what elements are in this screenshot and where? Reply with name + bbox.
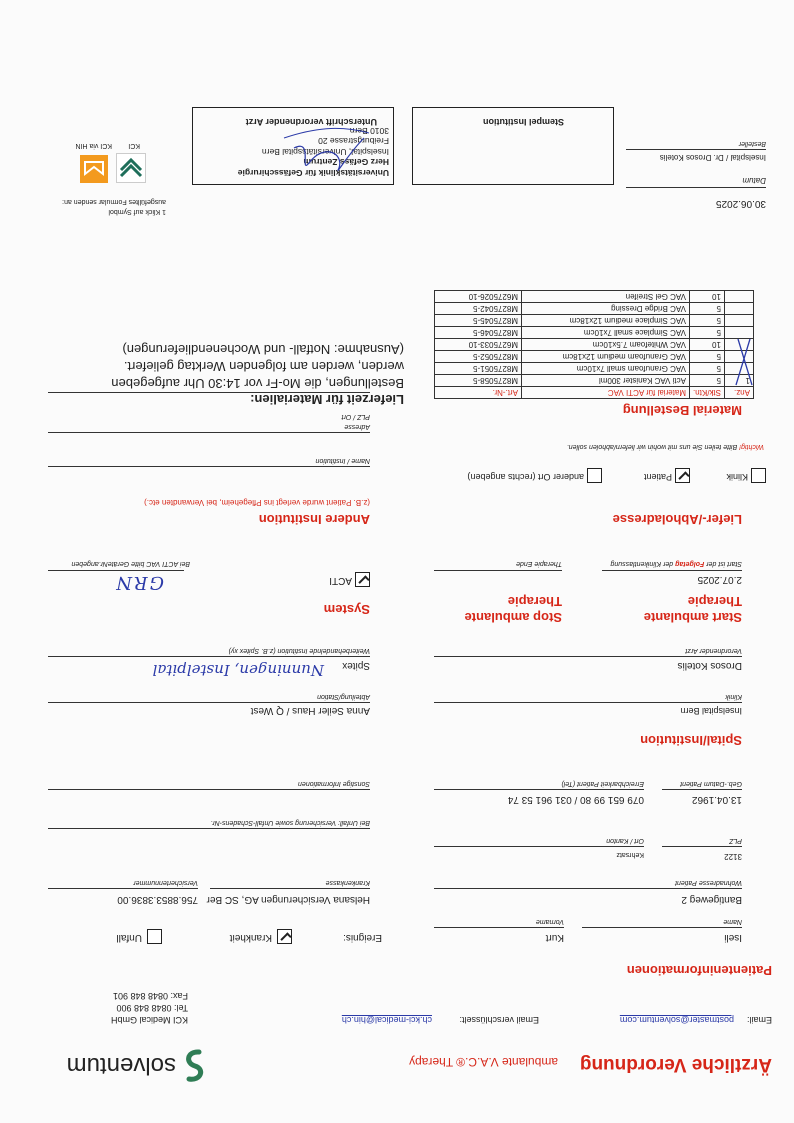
therapie-start-value[interactable]: 2.07.2025 xyxy=(697,574,742,585)
klick-line-2: ausgefülltes Formular senden an: xyxy=(62,198,166,205)
material-stk-cell: 10 xyxy=(689,339,724,351)
datum-value[interactable]: 30.06.2025 xyxy=(715,198,766,209)
email-enc-link[interactable]: ch.kci-medical@hin.ch xyxy=(341,1015,432,1025)
acti-note: Bei ACTI VAC bitte GeräteNr.angeben xyxy=(71,560,190,567)
liefer-anderer-ort-label: anderer Ort (rechts angeben) xyxy=(467,472,584,482)
patient-address-value[interactable]: Bantigeweg 2 xyxy=(681,894,742,905)
material-name-cell: Acti VAC Kanister 300ml xyxy=(522,375,690,387)
material-artnr-cell: M8275051-5 xyxy=(435,363,522,375)
material-anz-cell[interactable] xyxy=(725,291,754,303)
plz-value[interactable]: 3122 xyxy=(724,852,742,861)
lieferzeit-text-3: (Ausnahme: Notfall- und Wochenendlieferungen) xyxy=(122,342,404,357)
lieferzeit-text-2: werden, werden am folgenden Werktag geliefert. xyxy=(123,359,404,374)
acti-label: ACTI xyxy=(329,575,352,586)
klinik-label: Klinik xyxy=(725,693,742,700)
spitex-label: Spitex xyxy=(342,660,370,671)
header-artnr: Art.-Nr. xyxy=(435,387,522,399)
acti-handwritten[interactable]: GRN xyxy=(114,572,164,593)
andere-adresse-label: Adresse xyxy=(344,423,370,430)
patient-tel-label: Erreichbarkeit Patient (Tel) xyxy=(561,780,644,787)
andere-name-label: Name / Institution xyxy=(315,457,370,464)
header-material: Material für ACTI VAC xyxy=(522,387,690,399)
klinik-value[interactable]: Inselspital Bern xyxy=(680,706,742,716)
brand-name: solventum xyxy=(66,1052,176,1079)
material-name-cell: VAC Granufoam small 7x10cm xyxy=(522,363,690,375)
material-artnr-cell: M6275033-10 xyxy=(435,339,522,351)
start-therapie-title: Start ambulante Therapie xyxy=(643,594,742,625)
material-stk-cell: 5 xyxy=(689,327,724,339)
geburtsdatum-value[interactable]: 13.04.1962 xyxy=(691,794,742,805)
material-stk-cell: 5 xyxy=(689,303,724,315)
material-anz-cell[interactable] xyxy=(725,303,754,315)
andere-plzort-label: PLZ / Ort xyxy=(341,413,370,420)
liefer-patient-checkbox[interactable] xyxy=(675,468,690,483)
solventum-logo-icon xyxy=(179,1047,209,1083)
hin-icon-label: KCI via HIN xyxy=(75,142,112,149)
geburtsdatum-label: Geb.-Datum Patient xyxy=(680,780,742,787)
liefer-section-title: Liefer-/Abholadresse xyxy=(612,512,742,527)
anz-handwritten-marks xyxy=(728,324,758,389)
klick-line-1: 1 Klick auf Symbol xyxy=(108,208,166,215)
weiterbehandelnde-label: Weiterbehandelnde Institution (z.B. Spitex xy) xyxy=(228,647,370,654)
material-artnr-cell: M8275058-5 xyxy=(435,375,522,387)
solventum-logo xyxy=(179,1042,209,1083)
material-stk-cell: 5 xyxy=(689,351,724,363)
plz-label: PLZ xyxy=(729,837,742,844)
material-artnr-cell: M8275045-5 xyxy=(435,315,522,327)
versichertennummer-value[interactable]: 756.8853.3836.00 xyxy=(117,894,198,905)
arzt-label: Verordnender Arzt xyxy=(685,647,742,654)
lieferzeit-text-1: Bestellungen, die Mo-Fr vor 14:30 Uhr aufgegeben xyxy=(111,376,404,391)
therapie-ende-label: Therapie Ende xyxy=(516,560,562,567)
patient-vorname-label: Vorname xyxy=(535,918,564,925)
ort-value[interactable]: Kehrsatz xyxy=(616,851,644,858)
material-row xyxy=(435,375,754,387)
lieferzeit-title: Lieferzeit für Materialien: xyxy=(250,392,404,407)
company-fax: Fax: 0848 848 901 xyxy=(112,991,188,1001)
material-name-cell: VAC Gel Streifen xyxy=(522,291,690,303)
start-note: Start ist der Folgetag der Klinikentlassung xyxy=(610,560,742,567)
ereignis-label: Ereignis: xyxy=(343,932,382,943)
sonstige-info-label: Sonstige Informationen xyxy=(298,780,370,787)
liefer-anderer-ort-checkbox[interactable] xyxy=(587,468,602,483)
material-artnr-cell: M8275046-5 xyxy=(435,327,522,339)
unterschrift-label: Unterschrift verordnender Arzt xyxy=(245,117,377,127)
material-artnr-cell: M6275026-10 xyxy=(435,291,522,303)
besteller-value[interactable]: Inselspital / Dr. Drosos Kotelis xyxy=(659,153,766,162)
company-name: KCI Medical GmbH xyxy=(110,1015,188,1025)
material-section-title: Material Bestellung xyxy=(622,403,742,418)
material-row xyxy=(435,339,754,351)
header-stk: Stk/Ktn. xyxy=(689,387,724,399)
liefer-patient-label: Patient xyxy=(643,472,672,482)
material-row xyxy=(435,327,754,339)
material-name-cell: VAC Simplace small 7x10cm xyxy=(522,327,690,339)
system-title: System xyxy=(323,602,370,617)
material-name-cell: VAC Simplace medium 12x18cm xyxy=(522,315,690,327)
material-artnr-cell: M8275042-5 xyxy=(435,303,522,315)
company-tel: Tel: 0848 848 900 xyxy=(116,1003,188,1013)
krankenkasse-value[interactable]: Helsana Versicherungen AG, SC Ber xyxy=(206,894,370,905)
liefer-klinik-label: Klinik xyxy=(726,472,748,482)
form-title: Ärztliche Verordnung xyxy=(579,1054,772,1075)
material-row xyxy=(435,315,754,327)
stamp-line-1: Universitätsklinik für Gefässchirurgie xyxy=(237,168,389,178)
krankheit-checkbox[interactable] xyxy=(277,929,292,944)
wichtig-note: Wichtig! Bitte teilen Sie uns mit wohin wir liefern/abholen sollen. xyxy=(566,443,764,450)
kci-icon-label: KCI xyxy=(128,142,140,149)
datum-label: Datum xyxy=(742,176,766,185)
unfall-checkbox[interactable] xyxy=(147,929,162,944)
material-stk-cell: 5 xyxy=(689,315,724,327)
patient-tel-value[interactable]: 079 651 99 80 / 031 961 53 74 xyxy=(507,794,644,805)
material-header-row xyxy=(435,387,754,399)
material-row xyxy=(435,351,754,363)
krankenkasse-label: Krankenkasse xyxy=(325,879,370,886)
stempel-label: Stempel Institution xyxy=(483,117,564,127)
stamp-line-4: Freiburgstrasse 20 xyxy=(318,136,389,147)
stop-therapie-title: Stop ambulante Therapie xyxy=(464,594,562,625)
material-row xyxy=(435,303,754,315)
material-stk-cell: 5 xyxy=(689,375,724,387)
stamp-line-5: 3010 Bern xyxy=(349,126,389,136)
email-label: Email: xyxy=(746,1015,772,1025)
besteller-label: Besteller xyxy=(738,140,766,147)
patient-name-value[interactable]: Iseli xyxy=(724,932,742,943)
patient-vorname-value[interactable]: Kurt xyxy=(545,932,564,943)
hin-send-icon[interactable] xyxy=(80,155,108,183)
material-table xyxy=(434,290,754,399)
spitex-handwritten[interactable]: Nunningen, Instelpital xyxy=(152,661,324,679)
material-name-cell: VAC Granufoam medium 12x18cm xyxy=(522,351,690,363)
stamp-line-3: Inselspital, Universitätsspital Bern xyxy=(261,147,389,157)
liefer-klinik-checkbox[interactable] xyxy=(751,468,766,483)
material-row xyxy=(435,291,754,303)
material-stk-cell: 5 xyxy=(689,363,724,375)
andere-institution-note: (z.B. Patient wurde verlegt ins Pflegeheim, bei Verwandten etc.) xyxy=(144,498,370,507)
form-subtitle: ambulante V.A.C.® Therapy xyxy=(409,1055,558,1069)
email-link[interactable]: postmaster@solventum.com xyxy=(619,1015,734,1025)
material-name-cell: VAC Bridge Dressing xyxy=(522,303,690,315)
kci-send-icon[interactable] xyxy=(116,153,146,183)
versichertennummer-label: Versichertennummer xyxy=(133,879,198,886)
email-enc-label: Email verschlüsselt: xyxy=(459,1015,539,1025)
material-stk-cell: 10 xyxy=(689,291,724,303)
patient-address-label: Wohnadresse Patient xyxy=(675,879,742,886)
stamp-line-2: Herz Gefäss Zentrum xyxy=(303,157,389,168)
patient-section-title: Patienteninformationen xyxy=(626,963,772,978)
acti-checkbox[interactable] xyxy=(355,572,370,587)
abteilung-value[interactable]: Anna Seiler Haus / Q West xyxy=(250,705,370,716)
header-anz: Anz. xyxy=(725,387,754,399)
spital-section-title: Spital/Institution xyxy=(640,733,742,748)
material-anz-cell[interactable]: 1 xyxy=(725,375,754,387)
material-name-cell: VAC Whitefoam 7.5x10cm xyxy=(522,339,690,351)
lieferzeit-block xyxy=(24,341,404,407)
abteilung-label: Abteilung/Station xyxy=(317,693,370,700)
andere-institution-title: Andere Institution xyxy=(258,512,370,527)
arzt-value[interactable]: Drosos Kotelis xyxy=(677,660,742,671)
krankheit-label: Krankheit xyxy=(229,932,272,943)
unfall-info-label: Bei Unfall: Versicherung sowie Unfall-Schadens-Nr. xyxy=(210,819,370,826)
patient-name-label: Name xyxy=(723,918,742,925)
unfall-label: Unfall xyxy=(116,932,142,943)
arzt-signature xyxy=(274,118,394,183)
material-artnr-cell: M8275052-5 xyxy=(435,351,522,363)
material-row xyxy=(435,363,754,375)
ort-label: Ort / Kanton xyxy=(606,837,644,844)
